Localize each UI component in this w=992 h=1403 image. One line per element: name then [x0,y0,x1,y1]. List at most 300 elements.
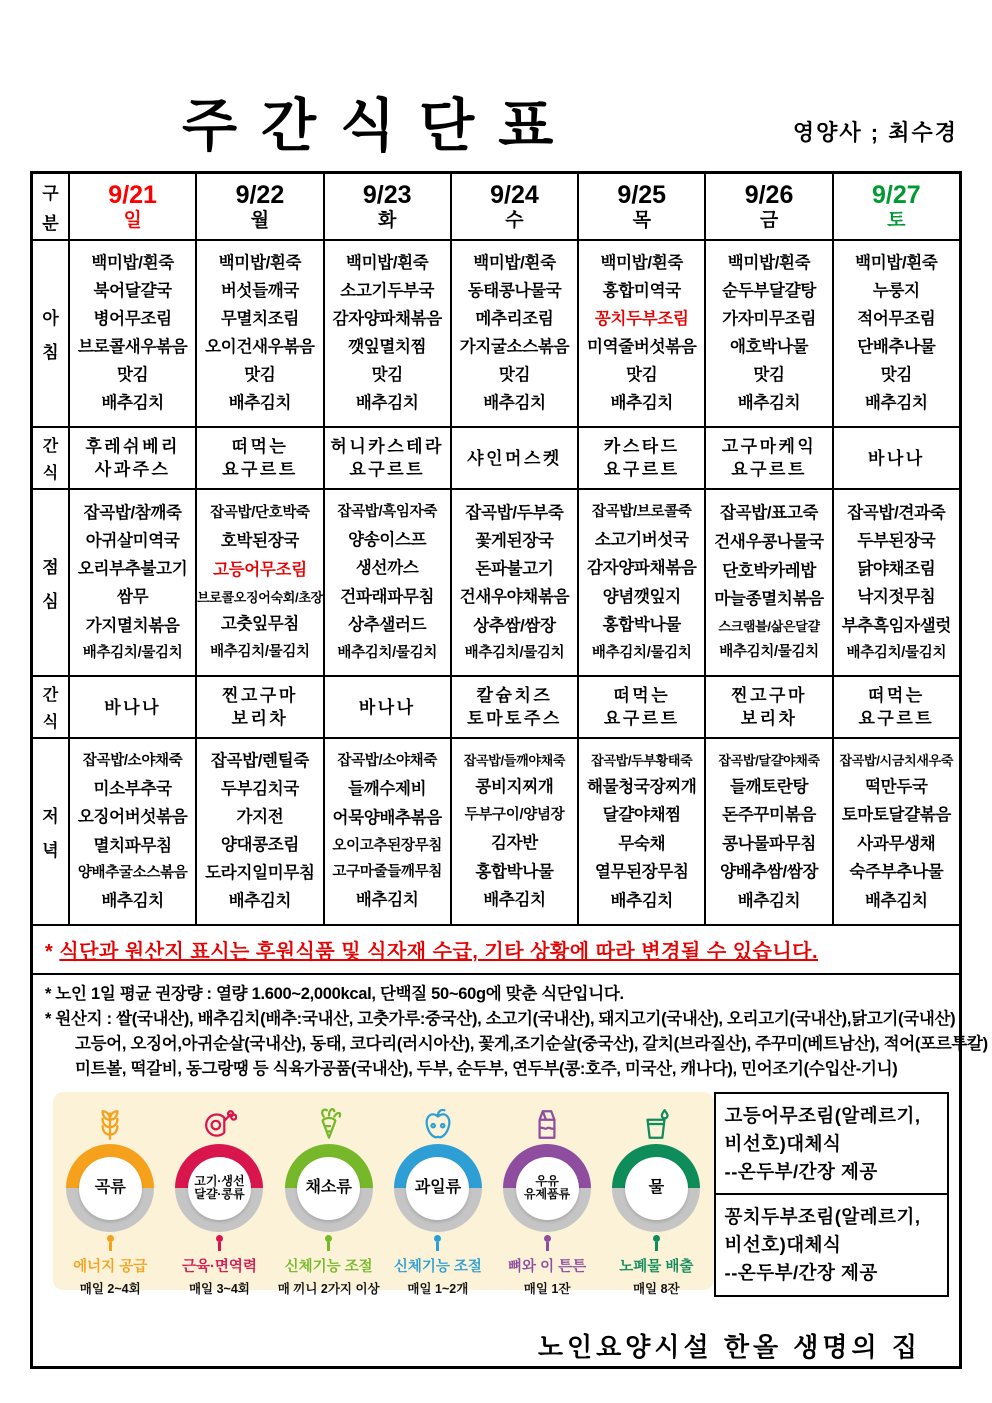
menu-item: 두부김치국 [220,780,300,799]
menu-item: 배추김치 [355,394,419,413]
food-group-icon-holder [92,1102,128,1142]
meal-cell [834,490,959,675]
menu-item: 배추김치 [101,891,164,910]
meal-cell [197,677,324,737]
stem-line [327,1242,330,1251]
menu-row [33,428,959,490]
meal-cell [834,428,959,488]
milk-icon [529,1106,565,1142]
note-line: * 노인 1일 평균 권장량 : 열량 1.600~2,000kcal, 단백질 50~60g에 맞춘 식단입니다. [45,985,624,1003]
menu-item: 배추김치 [228,892,292,911]
menu-item: 가지굴소스볶음 [459,338,570,357]
snack-item: 바나나 [867,448,925,468]
food-group-icon-holder [311,1102,347,1142]
group-benefit: 근육·면역력 [182,1259,257,1275]
origin-notes [33,975,988,1084]
food-group-ring [503,1144,591,1232]
menu-item: 고구마줄들깨무침 [332,864,443,881]
day-of-week: 토 [887,210,906,231]
menu-item: 두부된장국 [857,531,936,550]
menu-item: 건새우야채볶음 [459,588,570,607]
day-of-week: 목 [632,210,651,231]
food-group-name [188,1157,251,1220]
food-group-name [297,1157,360,1220]
menu-item: 호박된장국 [220,531,300,550]
group-benefit: 에너지 공급 [73,1259,148,1275]
row-label [33,677,70,737]
meal-cell [452,428,579,488]
meal-cell [452,241,579,426]
row-label [33,490,70,675]
corner-char: 구 [42,184,59,203]
meal-cell [579,428,706,488]
food-group [167,1102,271,1297]
stem-line [218,1242,221,1251]
meal-cell [197,739,324,924]
group-name-line: 채소류 [305,1179,352,1197]
menu-item: 미소부추국 [93,779,172,798]
menu-item: 잡곡밥/두부황태죽 [591,752,693,768]
table-header-row [33,174,959,241]
stem-line [655,1242,658,1251]
menu-item: 배추김치 [865,394,928,413]
meal-cell [70,490,197,675]
food-group-icon-holder [638,1102,674,1142]
menu-item: 배추김치 [101,394,164,413]
menu-item: 감자양파채볶음 [587,559,697,577]
menu-item: 맛김 [626,366,658,385]
facility-name: 노인요양시설 한올 생명의 집 [537,1331,921,1362]
allergy-line: --온두부/간장 제공 [724,1261,878,1283]
snack-item: 보리차 [740,709,798,729]
menu-item: 배추김치/물김치 [464,644,565,661]
day-header-cell [325,174,452,239]
snack-item: 허니카스테라 [330,436,444,456]
stem-line [546,1242,549,1251]
menu-item: 부추흑임자샐럿 [841,616,952,635]
day-header-cell [197,174,324,239]
snack-item: 요구르트 [349,460,426,480]
menu-item: 콩비지찌개 [475,778,554,797]
meal-cell [579,490,706,675]
corner-char: 분 [42,214,59,233]
menu-item: 가지전 [236,808,284,827]
menu-item: 무숙채 [618,834,666,853]
notice-star: * [45,941,54,963]
allergy-line: 비선호)대체식 [724,1234,842,1255]
stem-dot [544,1235,551,1242]
note-line: * 원산지 : 쌀(국내산), 배추김치(배추:국내산, 고춧가루:중국산), 소고기(국내산), 돼지고기(국내산), 오리고기(국내산),닭고기(국내산) [45,1010,956,1028]
menu-item: 꽃게된장국 [475,531,554,550]
menu-item: 돈주꾸미볶음 [722,806,816,825]
group-frequency: 매일 3~4회 [188,1282,250,1296]
menu-item: 단호박카레밥 [722,561,816,580]
menu-item: 꽁치두부조림 [594,310,689,329]
menu-item: 배추김치 [737,394,801,413]
group-frequency: 매 끼니 2가지 이상 [277,1282,380,1296]
menu-item: 잡곡밥/시금치새우죽 [839,752,954,768]
menu-item: 토마토달걀볶음 [841,806,952,825]
meal-cell [706,490,833,675]
day-date: 9/21 [108,181,157,209]
menu-item: 오이건새우볶음 [205,338,315,357]
meal-cell [325,428,452,488]
stem-dot [107,1235,114,1242]
row-label-char: 간 [42,687,59,704]
meal-cell [70,677,197,737]
menu-item: 달걀야채찜 [602,806,681,825]
row-label-char: 심 [42,592,59,611]
menu-item: 버섯들깨국 [220,282,300,301]
menu-item: 맛김 [371,366,403,385]
day-of-week: 일 [123,210,142,231]
apple-icon [420,1106,456,1142]
day-date: 9/27 [871,181,921,209]
row-label-char: 아 [42,309,59,328]
day-date: 9/22 [235,181,285,209]
menu-item: 배추김치 [865,891,928,910]
row-label-char: 식 [42,714,59,731]
note-line: 고등어, 오징어,아귀순살(국내산), 동태, 코다리(러시아산), 꽃게,조기순살(중국산), 갈치(브라질산), 주꾸미(베트남산), 적어(포르투칼) [75,1035,988,1053]
menu-item: 낙지젓무침 [857,588,936,607]
stem-dot [216,1235,223,1242]
meal-cell [325,490,452,675]
meal-cell [579,677,706,737]
menu-item: 배추김치/물김치 [846,644,947,661]
meal-cell [834,677,959,737]
day-header-cell [70,174,197,239]
menu-item: 도라지일미무침 [205,864,315,883]
menu-item: 백미밥/흰죽 [855,254,938,273]
menu-item: 고춧잎무침 [220,615,300,633]
note-line: 미트볼, 떡갈비, 동그랑땡 등 식육가공품(국내산), 두부, 순두부, 연두부(콩:호주, 미국산, 캐나다), 민어조기(수입산-기니) [75,1060,898,1078]
menu-item: 브로콜새우볶음 [77,338,188,357]
menu-item: 해물청국장찌개 [587,777,697,796]
row-label-char: 녁 [42,841,59,860]
menu-item: 소고기두부국 [340,282,435,301]
menu-item: 돈파불고기 [475,560,554,579]
menu-item: 쌈무 [117,588,149,607]
row-label-char: 점 [42,558,59,577]
snack-item: 보리차 [231,709,289,729]
menu-item: 양송이스프 [348,530,427,549]
allergy-box [714,1092,949,1195]
meal-cell [706,739,833,924]
snack-item: 떠먹는 [867,685,925,705]
menu-item: 배추김치/물김치 [82,644,183,661]
menu-item: 잡곡밥/들깨야채죽 [463,753,566,769]
change-notice [33,926,959,975]
allergy-line: --온두부/간장 제공 [724,1160,878,1182]
stem-line [109,1242,112,1251]
menu-item: 북어달걀국 [93,282,172,301]
snack-item: 요구르트 [222,460,298,480]
menu-item: 숙주부추나물 [849,863,944,882]
group-frequency: 매일 1잔 [523,1282,571,1296]
menu-item: 백미밥/흰죽 [218,254,302,273]
menu-item: 닭야채조림 [857,560,936,579]
group-name-line: 우유 [535,1173,559,1188]
food-group-ring [285,1144,373,1232]
row-label [33,428,70,488]
menu-item: 맛김 [753,366,785,385]
row-label-char: 간 [42,438,59,455]
menu-item: 양배추굴소스볶음 [77,865,188,881]
menu-item: 홍합미역국 [602,282,681,301]
menu-item: 건새우콩나물국 [714,532,824,551]
menu-item: 오리부추불고기 [77,560,188,579]
row-label [33,739,70,924]
day-header-cell [579,174,706,239]
nutritionist-label: 영양사 ; 최수경 [792,120,958,145]
snack-item: 떠먹는 [231,436,289,456]
meal-cell [706,428,833,488]
menu-item: 오이고추된장무침 [332,837,443,854]
group-frequency: 매일 8잔 [632,1282,680,1296]
food-group [277,1102,381,1297]
menu-item: 콩나물파무침 [722,834,816,853]
day-header-cell [834,174,959,239]
meal-cell [834,241,959,426]
allergy-line: 고등어무조림(알레르기, [724,1105,921,1126]
day-date: 9/26 [744,181,794,209]
food-group-ring [175,1144,263,1232]
food-groups-graphic [53,1092,714,1296]
meal-cell [197,241,324,426]
menu-item: 배추김치 [610,394,674,413]
snack-item: 토마토주스 [467,709,562,729]
group-name-line: 달걀·콩류 [194,1187,245,1201]
menu-row [33,241,959,428]
menu-item: 잡곡밥/참깨죽 [83,503,182,522]
allergy-line: 꽁치두부조림(알레르기, [724,1206,921,1228]
menu-item: 잡곡밥/단호박죽 [210,504,310,521]
meal-cell [325,241,452,426]
menu-item: 단배추나물 [857,338,936,357]
menu-item: 미역줄버섯볶음 [587,338,697,357]
notice-text: 식단과 원산지 표시는 후원식품 및 식자재 수급, 기타 상황에 따라 변경될 수 있습니다. [59,941,819,963]
menu-item: 누룽지 [872,282,920,301]
group-name-line: 고기·생선 [194,1173,245,1188]
group-name-line: 과일류 [414,1179,462,1197]
menu-item: 적어무조림 [857,310,936,329]
menu-item: 김자반 [491,833,538,852]
menu-item: 소고기버섯국 [594,530,689,549]
group-benefit: 신체기능 조절 [393,1259,482,1275]
menu-table-frame [30,171,988,1369]
menu-item: 생선까스 [355,559,419,577]
stem-dot [653,1235,660,1242]
food-group-name [625,1157,688,1220]
food-group-icon-holder [529,1102,565,1142]
menu-item: 양대콩조림 [220,836,300,855]
menu-item: 아귀살미역국 [85,531,180,550]
wheat-icon [92,1106,128,1142]
day-of-week: 월 [250,210,270,231]
snack-item: 샤인머스켓 [467,448,562,468]
food-group [58,1102,162,1297]
menu-item: 고등어무조림 [213,560,307,579]
menu-item: 무멸치조림 [220,310,300,329]
menu-item: 잡곡밥/소야채죽 [82,753,183,769]
menu-item: 동태콩나물국 [467,282,562,301]
menu-item: 백미밥/흰죽 [91,254,174,273]
menu-row [33,490,959,677]
day-of-week: 금 [759,210,779,231]
menu-item: 홍합박나물 [475,862,554,881]
menu-item: 멸치파무침 [93,836,172,855]
menu-item: 잡곡밥/견과죽 [847,503,946,522]
food-group-icon-holder [201,1102,237,1142]
menu-item: 배추김치 [483,394,546,413]
menu-item: 배추김치 [228,394,292,413]
menu-item: 잡곡밥/소야채죽 [337,753,438,770]
row-label-char: 식 [42,465,59,482]
menu-item: 양념깻잎지 [602,587,681,606]
snack-item: 고구마케익 [721,436,817,456]
group-benefit: 노폐물 배출 [619,1259,694,1275]
ham-icon [201,1106,237,1142]
snack-item: 후레쉬베리 [85,436,180,456]
menu-item: 맛김 [880,366,912,385]
menu-item: 잡곡밥/표고죽 [719,504,819,523]
allergy-box [714,1193,949,1296]
menu-item: 배추김치 [355,891,419,910]
meal-cell [325,739,452,924]
meal-cell [834,739,959,924]
food-group-name [406,1157,469,1220]
day-of-week: 화 [378,210,397,231]
menu-item: 떡만두국 [865,777,928,796]
menu-item: 상추쌈/쌈장 [473,616,556,635]
snack-item: 바나나 [104,697,162,717]
menu-item: 두부구이/양념장 [464,807,565,824]
menu-item: 스크램블/삶은달걀 [718,619,820,635]
stem-dot [434,1235,441,1242]
menu-item: 배추김치 [737,891,801,910]
menu-item: 배추김치/물김치 [337,644,438,661]
meal-cell [706,677,833,737]
menu-item: 순두부달걀탕 [722,282,816,301]
day-date: 9/23 [362,181,412,209]
menu-item: 깻잎멸치찜 [348,338,427,357]
snack-item: 사과주스 [94,460,171,480]
menu-item: 배추김치 [483,891,546,910]
meal-cell [452,677,579,737]
menu-item: 마늘종멸치볶음 [714,590,824,609]
food-group [495,1102,599,1297]
snack-item: 카스타드 [603,436,680,456]
menu-item: 어묵양배추볶음 [332,808,442,827]
food-group-ring [66,1144,154,1232]
menu-item: 맛김 [117,366,149,385]
meal-cell [70,428,197,488]
menu-item: 백미밥/흰죽 [600,254,683,273]
menu-item: 맛김 [498,366,531,385]
bottom-section [33,1084,959,1297]
meal-cell [579,241,706,426]
menu-item: 배추김치/물김치 [210,644,310,660]
group-name-line: 물 [648,1179,665,1197]
stem-dot [325,1235,332,1242]
carrot-icon [311,1106,347,1142]
group-benefit: 뼈와 이 튼튼 [508,1259,587,1275]
menu-item: 병어무조림 [93,310,172,329]
menu-item: 백미밥/흰죽 [345,254,429,273]
menu-item: 배추김치 [610,891,674,910]
menu-item: 오징어버섯볶음 [77,808,188,826]
meal-cell [452,739,579,924]
menu-item: 양배추쌈/쌈장 [719,863,819,882]
menu-item: 배추김치/물김치 [719,644,819,661]
snack-item: 요구르트 [603,460,680,480]
menu-item: 상추샐러드 [348,616,427,634]
menu-item: 들깨수제비 [348,780,427,799]
menu-item: 애호박나물 [729,338,809,357]
allergy-substitute-boxes [714,1092,949,1297]
food-group-ring [612,1144,700,1232]
snack-item: 찐고구마 [222,685,298,705]
meal-rows [33,241,959,926]
menu-item: 잡곡밥/렌틸죽 [210,752,309,771]
snack-item: 바나나 [358,697,416,717]
menu-item: 가자미무조림 [722,310,816,329]
menu-item: 백미밥/흰죽 [727,254,811,273]
snack-item: 요구르트 [603,709,680,729]
menu-item: 잡곡밥/브로콜죽 [591,504,692,520]
meal-cell [452,490,579,675]
snack-item: 요구르트 [858,709,935,729]
menu-item: 감자양파채볶음 [332,310,442,329]
day-header-cell [452,174,579,239]
day-header-cell [706,174,833,239]
snack-item: 찐고구마 [731,685,807,705]
meal-cell [70,241,197,426]
meal-cell [325,677,452,737]
menu-item: 브로콜오징어숙회/초장 [197,589,323,605]
day-date: 9/24 [490,181,539,209]
menu-item: 홍합박나물 [602,616,681,634]
food-group-name [516,1157,579,1220]
menu-item: 맛김 [244,366,276,385]
group-frequency: 매일 2~4회 [79,1282,141,1296]
food-group [604,1102,708,1297]
snack-item: 떠먹는 [613,685,671,705]
day-of-week: 수 [505,210,524,231]
menu-item: 잡곡밥/두부죽 [465,503,564,522]
meal-cell [579,739,706,924]
group-name-line: 곡류 [94,1179,126,1197]
page-title: 주간식단표 [182,94,578,158]
corner-cell [33,174,70,239]
day-date: 9/25 [617,181,667,209]
group-frequency: 매일 1~2개 [407,1282,469,1296]
meal-cell [706,241,833,426]
allergy-line: 비선호)대체식 [724,1132,842,1154]
food-group [386,1102,490,1297]
menu-item: 배추김치/물김치 [591,644,692,661]
menu-row [33,739,959,926]
group-benefit: 신체기능 조절 [284,1259,373,1275]
menu-item: 잡곡밥/흑임자죽 [337,504,438,520]
row-label-char: 침 [42,343,59,362]
meal-cell [197,490,324,675]
snack-item: 요구르트 [731,460,807,480]
water-icon [638,1106,674,1142]
meal-cell [70,739,197,924]
title-row [0,0,992,158]
row-label-char: 저 [42,807,59,826]
